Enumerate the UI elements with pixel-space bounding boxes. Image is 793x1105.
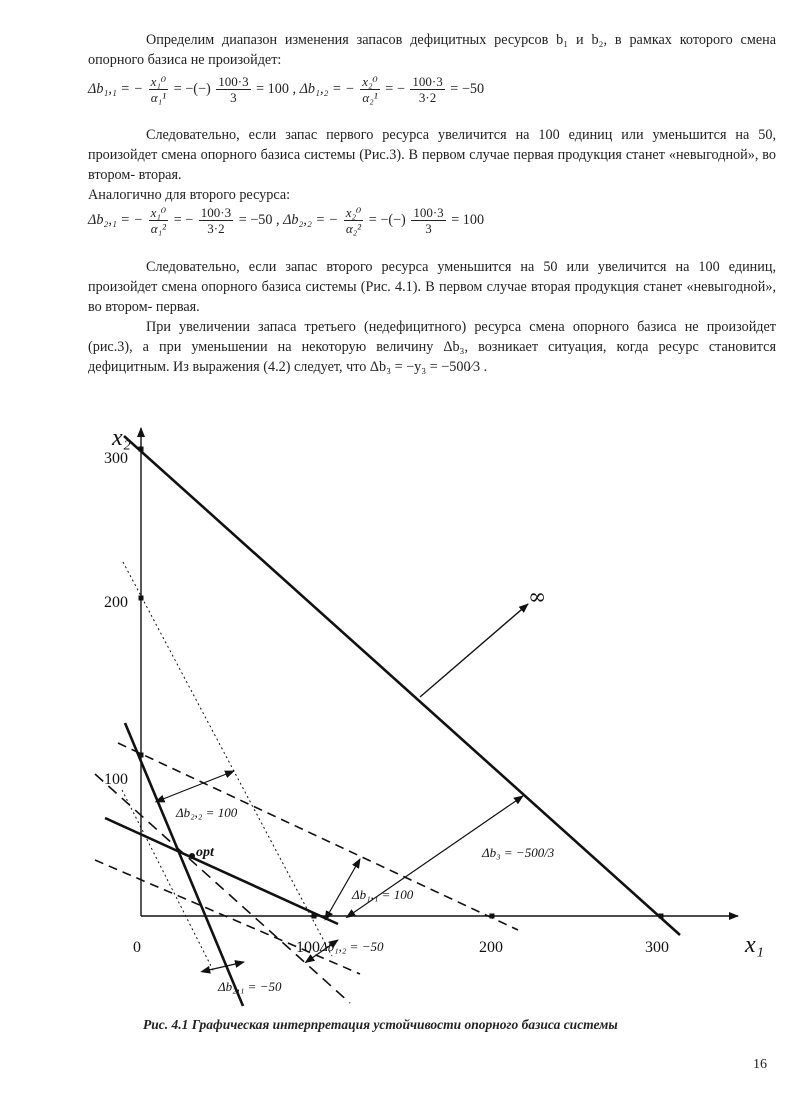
fraction-denominator: α₁² xyxy=(150,221,166,236)
formula-text: Δb₂,₁ = − xyxy=(88,211,144,228)
fraction-numerator: x₂⁰ xyxy=(362,74,378,89)
tick-marker xyxy=(139,596,144,601)
x-tick-label: 100 xyxy=(296,939,320,956)
fraction-numerator: 100·3 xyxy=(200,205,232,220)
fraction-denominator: 3 xyxy=(230,90,237,105)
formula-text: = −50 xyxy=(450,80,485,97)
fraction-numerator: x₂⁰ xyxy=(345,205,362,220)
formula-text: = 100 , xyxy=(256,80,297,97)
gradient-arrow xyxy=(420,604,528,697)
paragraph-5: При увеличении запаса третьего (недефицитного) ресурса смена опорного базиса не произойдет (рис.3), а при уменьшении на некоторую величину Δb₃, возникает ситуация, когда ресурс становится дефицитным. Из выражения (4.2) следует, что Δb₃ = −y₃ = −500⁄3 . xyxy=(88,319,776,375)
formula-text: = 100 xyxy=(451,211,485,228)
x-tick-label: 0 xyxy=(133,939,141,956)
x-tick-label: 300 xyxy=(645,939,669,956)
figure-caption: Рис. 4.1 Графическая интерпретация устойчивости опорного базиса системы xyxy=(143,1017,618,1032)
formula-text: = −(−) xyxy=(173,80,211,97)
infinity-label: ∞ xyxy=(528,585,547,610)
fraction-denominator: 3·2 xyxy=(207,221,225,236)
formula-text: = −(−) xyxy=(368,211,406,228)
fraction-denominator: 3 xyxy=(425,221,432,236)
paragraph-4: Следовательно, если запас второго ресурса уменьшится на 50 или увеличится на 100 единиц, произойдет смена опорного базиса системы (Рис. 4.1). В первом случае вторая продукция станет «невыгодной», во втором- первая. xyxy=(88,259,776,315)
x-axis-label: x₁ xyxy=(745,932,764,958)
db3-label: Δb₃ = −500/3 xyxy=(482,845,555,860)
arrow-db22 xyxy=(163,771,234,799)
fraction-numerator: 100·3 xyxy=(218,74,249,89)
formula-text: Δb₁,₂ = − xyxy=(299,80,355,97)
fraction-numerator: x₁⁰ xyxy=(150,74,167,89)
fraction-numerator: 100·3 xyxy=(412,74,443,89)
y-tick-label: 300 xyxy=(104,450,128,467)
paragraph-3: Аналогично для второго ресурса: xyxy=(88,187,291,203)
x-tick-label: 200 xyxy=(479,939,503,956)
y-tick-label: 100 xyxy=(104,771,128,788)
arrow-db11 xyxy=(329,859,360,913)
formula-text: Δb₁,₁ = − xyxy=(88,80,144,97)
formula-text: = −50 , xyxy=(238,211,280,228)
constraint-line-2 xyxy=(105,818,338,924)
db11-label: Δb₁,₁ = 100 xyxy=(352,887,414,902)
formula-text: = − xyxy=(173,211,194,228)
page-number: 16 xyxy=(753,1057,767,1072)
db12-label: Δb₁,₂ = −50 xyxy=(320,939,384,954)
fraction-denominator: 3·2 xyxy=(418,90,437,105)
fraction-denominator: α₂¹ xyxy=(362,90,378,105)
db22-label: Δb₂,₂ = 100 xyxy=(176,805,238,820)
shifted-line-db22 xyxy=(118,743,518,930)
y-axis-label: x₂ xyxy=(112,425,131,451)
constraint-line-1 xyxy=(125,723,243,1006)
dotted-line-1 xyxy=(123,562,332,956)
opt-label: opt xyxy=(196,845,214,860)
fraction-denominator: α₂² xyxy=(345,221,362,236)
fraction-numerator: 100·3 xyxy=(413,205,444,220)
formula-text: Δb₂,₂ = − xyxy=(283,211,339,228)
formula-text: = − xyxy=(385,80,405,97)
objective-line xyxy=(124,436,680,935)
paragraph-2: Следовательно, если запас первого ресурса увеличится на 100 единиц или уменьшится на 50, произойдет смена опорного базиса системы (Рис.3). В первом случае первая продукция станет «невыгодной», во втором- вторая. xyxy=(88,127,776,183)
opt-point xyxy=(189,853,195,859)
paragraph-1: Определим диапазон изменения запасов дефицитных ресурсов b₁ и b₂, в рамках которого смена опорного базиса не произойдет: xyxy=(88,32,776,68)
y-tick-label: 200 xyxy=(104,594,128,611)
db21-label: Δb₂,₁ = −50 xyxy=(218,979,282,994)
fraction-numerator: x₁⁰ xyxy=(150,205,167,220)
fraction-denominator: α₁¹ xyxy=(150,90,166,105)
